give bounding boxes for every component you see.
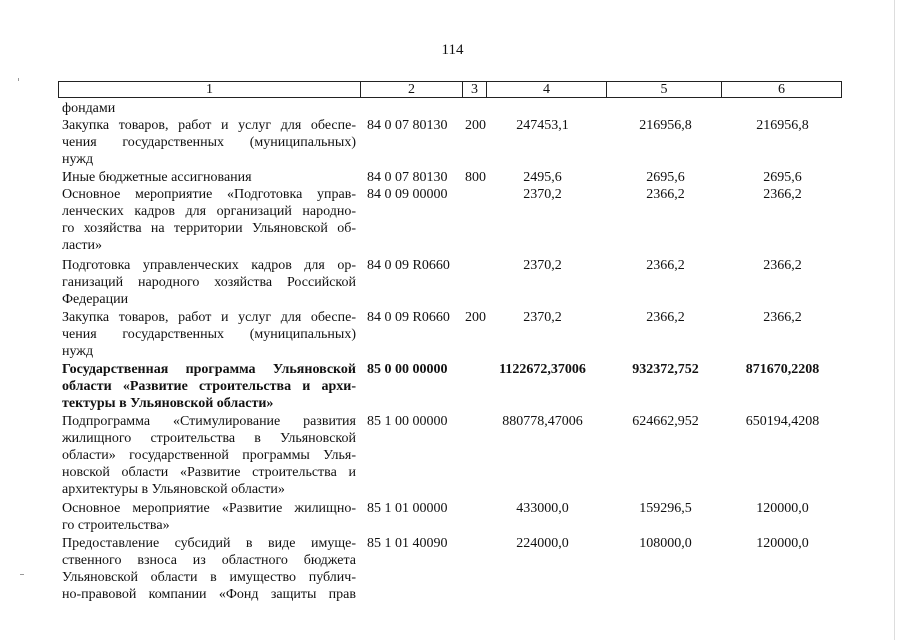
row-value-col4: 247453,1 bbox=[516, 118, 569, 133]
row-text-line: Иные бюджетные ассигнования bbox=[62, 170, 252, 185]
row-text-line: Основное мероприятие «Подготовка управ- bbox=[62, 187, 356, 202]
row-text-line: чения государственных (муниципальных) bbox=[62, 327, 356, 342]
row-value-col6: 120000,0 bbox=[756, 501, 809, 516]
row-code: 85 0 00 00000 bbox=[367, 362, 448, 377]
row-text-line: жилищного строительства в Ульяновской bbox=[62, 431, 356, 446]
row-value-col5: 108000,0 bbox=[639, 536, 692, 551]
row-value-col6: 120000,0 bbox=[756, 536, 809, 551]
row-value-col5: 159296,5 bbox=[639, 501, 692, 516]
row-text-line: области «Развитие строительства и архи- bbox=[62, 379, 356, 394]
row-text-line: Закупка товаров, работ и услуг для обеспе- bbox=[62, 118, 356, 133]
scan-edge-line bbox=[894, 0, 895, 640]
row-value-col5: 624662,952 bbox=[632, 414, 699, 429]
row-text-line: архитектуры в Ульяновской области» bbox=[62, 482, 285, 497]
row-value-col4: 2370,2 bbox=[523, 310, 562, 325]
row-value-col4: 2370,2 bbox=[523, 258, 562, 273]
row-code: 84 0 09 R0660 bbox=[367, 310, 450, 325]
row-value-col6: 2366,2 bbox=[763, 187, 802, 202]
row-code: 84 0 07 80130 bbox=[367, 170, 448, 185]
row-value-col5: 2366,2 bbox=[646, 310, 685, 325]
row-value-col4: 433000,0 bbox=[516, 501, 569, 516]
row-value-col4: 880778,47006 bbox=[502, 414, 583, 429]
table-row-name bbox=[62, 535, 356, 603]
row-value-col5: 216956,8 bbox=[639, 118, 692, 133]
page-number: 114 bbox=[441, 42, 464, 58]
table-row-name bbox=[62, 500, 356, 534]
column-header-year3: 6 bbox=[722, 82, 842, 98]
row-value-col5: 2366,2 bbox=[646, 258, 685, 273]
row-code: 85 1 01 40090 bbox=[367, 536, 448, 551]
row-value-col6: 650194,4208 bbox=[745, 414, 820, 429]
row-value-col4: 2370,2 bbox=[523, 187, 562, 202]
row-text-line: Подпрограмма «Стимулирование развития bbox=[62, 414, 356, 429]
row-text-line: новской области «Развитие строительства и bbox=[62, 465, 356, 480]
table-row-name bbox=[62, 169, 356, 186]
row-value-col4: 224000,0 bbox=[516, 536, 569, 551]
row-text-line: но-правовой компании «Фонд защиты прав bbox=[62, 587, 356, 602]
row-value-col5: 2366,2 bbox=[646, 187, 685, 202]
row-text-line: Закупка товаров, работ и услуг для обеспе- bbox=[62, 310, 356, 325]
scan-speck bbox=[18, 78, 19, 81]
row-code: 84 0 09 00000 bbox=[367, 187, 448, 202]
table-row-name bbox=[62, 309, 356, 360]
row-text-line: фондами bbox=[62, 101, 116, 116]
row-text-line: области» государственной программы Улья- bbox=[62, 448, 356, 463]
column-header-code: 2 bbox=[361, 82, 463, 98]
row-value-col6: 2366,2 bbox=[763, 258, 802, 273]
row-text-line: Ульяновской области в имущество публич- bbox=[62, 570, 356, 585]
column-header-year1: 4 bbox=[487, 82, 607, 98]
row-code: 84 0 07 80130 bbox=[367, 118, 448, 133]
row-value-col6: 871670,2208 bbox=[745, 362, 820, 377]
row-text-line: нужд bbox=[62, 344, 94, 359]
row-text-line: го строительства» bbox=[62, 518, 170, 533]
row-text-line: ленческих кадров для организаций народно- bbox=[62, 204, 356, 219]
row-code: 84 0 09 R0660 bbox=[367, 258, 450, 273]
table-row-name bbox=[62, 186, 356, 254]
column-header-type: 3 bbox=[463, 82, 487, 98]
row-text-line: тектуры в Ульяновской области» bbox=[62, 396, 274, 411]
row-code: 85 1 01 00000 bbox=[367, 501, 448, 516]
row-text-line: Федерации bbox=[62, 292, 129, 307]
row-expense-type: 200 bbox=[465, 118, 486, 133]
row-text-line: Государственная программа Ульяновской bbox=[62, 362, 356, 377]
row-value-col5: 932372,752 bbox=[632, 362, 699, 377]
column-header-year2: 5 bbox=[607, 82, 722, 98]
row-text-line: Предоставление субсидий в виде имуще- bbox=[62, 536, 356, 551]
row-text-line: Подготовка управленческих кадров для ор- bbox=[62, 258, 356, 273]
row-value-col4: 2495,6 bbox=[523, 170, 562, 185]
table-row-name bbox=[62, 117, 356, 168]
row-text-line: чения государственных (муниципальных) bbox=[62, 135, 356, 150]
row-value-col4: 1122672,37006 bbox=[499, 362, 586, 377]
scan-speck bbox=[20, 574, 24, 575]
row-code: 85 1 00 00000 bbox=[367, 414, 448, 429]
row-text-line: ласти» bbox=[62, 238, 103, 253]
row-expense-type: 200 bbox=[465, 310, 486, 325]
row-text-line: го хозяйства на территории Ульяновской об- bbox=[62, 221, 356, 236]
row-value-col6: 2366,2 bbox=[763, 310, 802, 325]
column-header-name: 1 bbox=[59, 82, 361, 98]
row-expense-type: 800 bbox=[465, 170, 486, 185]
table-row-name bbox=[62, 100, 356, 117]
row-value-col5: 2695,6 bbox=[646, 170, 685, 185]
row-text-line: нужд bbox=[62, 152, 94, 167]
row-text-line: Основное мероприятие «Развитие жилищно- bbox=[62, 501, 356, 516]
row-text-line: ственного взноса из областного бюджета bbox=[62, 553, 356, 568]
row-value-col6: 2695,6 bbox=[763, 170, 802, 185]
table-row-name bbox=[62, 257, 356, 308]
table-row-name bbox=[62, 361, 356, 412]
row-text-line: ганизаций народного хозяйства Российской bbox=[62, 275, 356, 290]
row-value-col6: 216956,8 bbox=[756, 118, 809, 133]
table-row-name bbox=[62, 413, 356, 498]
